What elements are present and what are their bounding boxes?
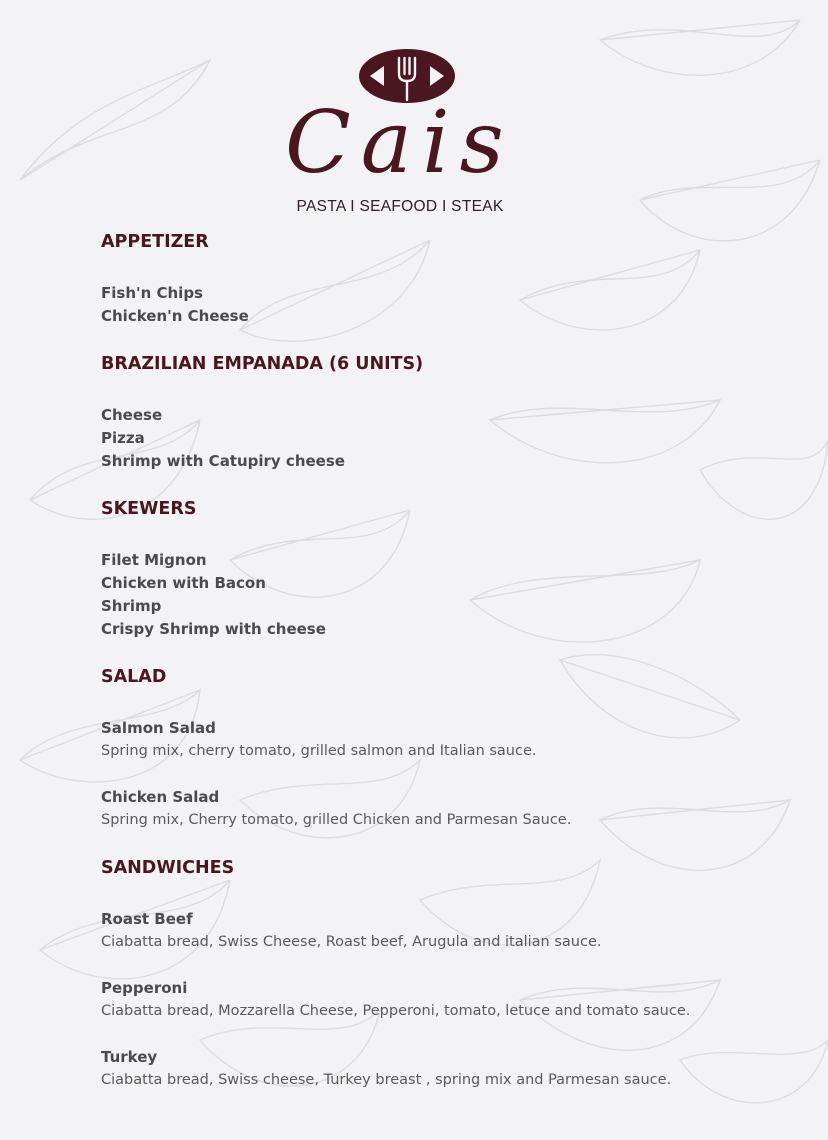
menu-section xyxy=(101,230,801,328)
menu-item xyxy=(101,305,801,328)
menu-item xyxy=(101,595,801,618)
item-name: Crispy Shrimp with cheese xyxy=(101,620,326,638)
menu-section xyxy=(101,352,801,473)
section-items xyxy=(101,404,801,473)
menu-item xyxy=(101,618,801,641)
menu-item xyxy=(101,282,801,305)
item-name: Roast Beef xyxy=(101,910,193,928)
menu-item xyxy=(101,404,801,427)
item-name: Pepperoni xyxy=(101,979,188,997)
item-name: Chicken Salad xyxy=(101,788,220,806)
menu-item xyxy=(101,977,801,1023)
brand-logo xyxy=(283,92,545,192)
section-title: SANDWICHES xyxy=(101,858,235,878)
menu-item xyxy=(101,1046,801,1092)
item-name: Salmon Salad xyxy=(101,719,216,737)
item-description: Ciabatta bread, Swiss cheese, Turkey breast , spring mix and Parmesan sauce. xyxy=(101,1072,672,1088)
section-title: BRAZILIAN EMPANADA (6 UNITS) xyxy=(101,354,424,374)
section-items xyxy=(101,549,801,641)
menu-item xyxy=(101,786,801,832)
menu-item xyxy=(101,717,801,763)
section-title: SALAD xyxy=(101,667,167,687)
section-items xyxy=(101,717,801,832)
menu-section xyxy=(101,856,801,1092)
menu-section xyxy=(101,665,801,832)
menu-item xyxy=(101,450,801,473)
menu-item xyxy=(101,427,801,450)
item-name: Pizza xyxy=(101,429,145,447)
svg-text:Cais: Cais xyxy=(285,93,514,192)
menu-item xyxy=(101,572,801,595)
item-name: Chicken'n Cheese xyxy=(101,307,249,325)
menu-sections xyxy=(101,230,801,1092)
item-description: Spring mix, cherry tomato, grilled salmon and Italian sauce. xyxy=(101,743,537,759)
item-name: Turkey xyxy=(101,1048,158,1066)
section-items xyxy=(101,282,801,328)
menu-section xyxy=(101,497,801,641)
section-title: APPETIZER xyxy=(101,232,209,252)
item-description: Spring mix, Cherry tomato, grilled Chicken and Parmesan Sauce. xyxy=(101,812,572,828)
item-name: Shrimp xyxy=(101,597,162,615)
item-description: Ciabatta bread, Mozzarella Cheese, Pepperoni, tomato, letuce and tomato sauce. xyxy=(101,1003,691,1019)
menu-item xyxy=(101,908,801,954)
item-name: Shrimp with Catupiry cheese xyxy=(101,452,345,470)
brand-tagline: PASTA I SEAFOOD I STEAK xyxy=(296,198,504,215)
item-name: Fish'n Chips xyxy=(101,284,203,302)
item-name: Cheese xyxy=(101,406,163,424)
section-title: SKEWERS xyxy=(101,499,197,519)
item-name: Filet Mignon xyxy=(101,551,207,569)
item-description: Ciabatta bread, Swiss Cheese, Roast beef, Arugula and italian sauce. xyxy=(101,934,602,950)
menu-item xyxy=(101,549,801,572)
section-items xyxy=(101,908,801,1092)
item-name: Chicken with Bacon xyxy=(101,574,266,592)
